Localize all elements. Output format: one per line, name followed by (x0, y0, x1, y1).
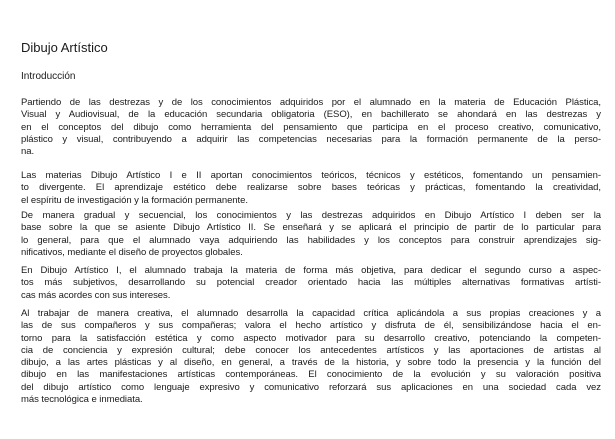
paragraph-line: Al trabajar de manera creativa, el alumnado desarrolla la capacidad crítica aplicándola a sus propias creaciones y a (21, 308, 601, 319)
paragraph-line: Las materias Dibujo Artístico I e II aportan conocimientos teóricos, técnicos y estéticos, fomentando un pensamien- (21, 170, 601, 181)
paragraph-line: cas más acordes con sus intereses. (21, 289, 171, 301)
paragraph-line: las de sus compañeros y sus compañeras; valora el hecho artístico y disfruta de él, sensibilizándose hacia el en- (21, 320, 601, 332)
paragraph-line: Partiendo de las destrezas y de los conocimientos adquiridos por el alumnado en la materia de Educación Plástica, (21, 97, 601, 108)
paragraph-line: torno para la satisfacción estética y como aspecto motivador para su desarrollo creativo, potenciando la competen- (21, 332, 601, 344)
paragraph-line: base sobre la que se asiente Dibujo Artístico II. Se enseñará y se aplicará el principio de partir de lo particular para (21, 222, 601, 234)
paragraph-line: lo general, para que el alumnado vaya adquiriendo las habilidades y los conceptos para construir aprendizajes sig- (21, 234, 601, 246)
paragraph-line: cia de conciencia y expresión cultural; debe conocer los antecedentes artísticos y las aportaciones de artistas al (21, 344, 601, 356)
paragraph-3 (21, 210, 601, 259)
paragraph-line: en el conceptos del dibujo como herramienta del pensamiento que participa en el proceso creativo, comunicativo, (21, 121, 601, 133)
paragraph-2 (21, 170, 601, 207)
paragraph-line: más tecnológica e inmediata. (21, 394, 143, 406)
paragraph-line: tos más subjetivos, desarrollando su potencial creador orientado hacia las múltiples alternativas formativas artísti- (21, 277, 601, 289)
paragraph-line: dibujo, a las artes plásticas y al diseño, en general, a través de la historia, y sobre todo la presencia y la función del (21, 357, 601, 369)
paragraph-5 (21, 308, 601, 406)
paragraph-line: del dibujo artístico como lenguaje expresivo y comunicativo reforzará sus aplicaciones en una sociedad cada vez (21, 381, 601, 393)
paragraph-1 (21, 97, 601, 158)
paragraph-4 (21, 265, 601, 302)
paragraph-line: plástico y visual, contribuyendo a adquirir las competencias necesarias para la formación permanente de la perso- (21, 133, 601, 145)
paragraph-line: nificativos, mediante el diseño de proyectos globales. (21, 246, 243, 258)
paragraph-line: dibujo en las manifestaciones artísticas contemporáneas. El conocimiento de la evolución y su valoración positiva (21, 369, 601, 381)
paragraph-line: na. (21, 146, 35, 158)
paragraph-line: De manera gradual y secuencial, los conocimientos y las destrezas adquiridos en Dibujo Artístico I deben ser la (21, 210, 601, 221)
paragraph-line: Visual y Audiovisual, de la educación secundaria obligatoria (ESO), en bachillerato se ahondará en las destrezas y (21, 109, 601, 121)
paragraph-line: to divergente. El aprendizaje estético debe realizarse sobre bases teóricas y prácticas, fomentando la creatividad, (21, 182, 601, 194)
paragraph-line: el espíritu de investigación y la formación permanente. (21, 194, 248, 206)
document-title: Dibujo Artístico (21, 40, 108, 55)
paragraph-line: En Dibujo Artístico I, el alumnado trabaja la materia de forma más objetiva, para dedicar el segundo curso a aspec- (21, 265, 601, 276)
section-heading: Introducción (21, 71, 76, 82)
